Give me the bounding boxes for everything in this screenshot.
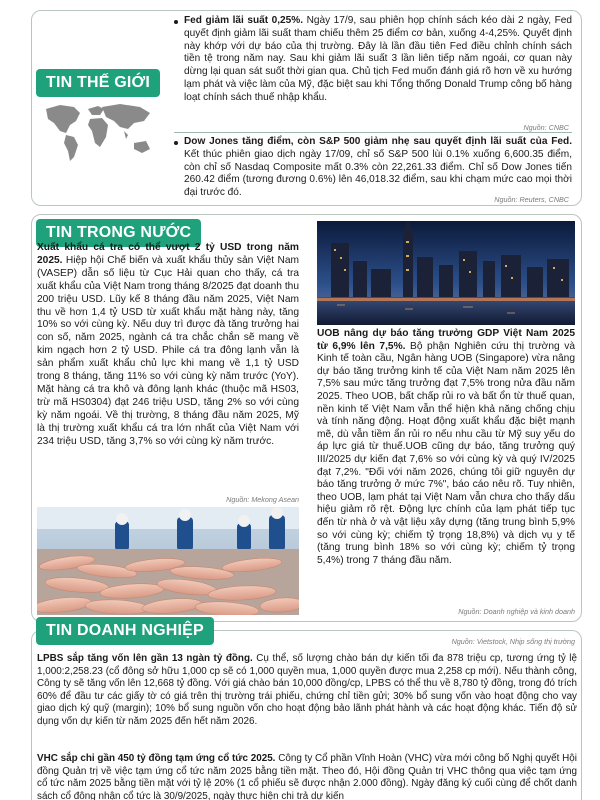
domestic-news-panel (31, 214, 582, 622)
catfish-body: Hiệp hội Chế biến và xuất khẩu thủy sản Việt Nam (VASEP) dẫn số liệu từ Cục Hải quan cho thấy, cá tra xuất khẩu của Việt Nam trong tháng 8/2025 đạt doanh thu 200 triệu USD. Lũy kế 8 tháng đầu năm 2025, Việt Nam thu về hơn 1,4 tỷ USD từ xuất khẩu mặt hàng này, tăng 10% so với cùng kỳ. Nếu duy trì được đà tăng trưởng hai con số, năm 2025, ngành cá tra chắc chắn sẽ mang về kim ngạch hơn 2 tỷ USD. Phile cá tra đông lạnh vẫn là sản phẩm xuất khẩu chủ lực khi mang về 1,1 tỷ USD trong 8 tháng, tăng 11% so với cùng kỳ năm trước (YoY). Mặt hàng cá tra khô và đông lạnh khác (thuộc mã HS03, trừ mã HS0304) đạt 246 triệu USD, tăng 2% so với cùng kỳ năm ngoái. Về thị trường, 8 tháng đầu năm 2025, Mỹ là thị trường xuất khẩu cá tra lớn nhất của Việt Nam với 234 triệu USD, tăng 3,7% so với cùng kỳ năm trước. (37, 254, 299, 447)
world-map-icon (40, 99, 156, 165)
world-item-2-body: Kết thúc phiên giao dịch ngày 17/09, chỉ số S&P 500 lùi 0.1% xuống 6,600.35 điểm, còn chỉ số Nasdaq Composite mất 0.3% còn 22,261.33 điểm. Chỉ số Dow Jones tiến 260.42 điểm (tương đương 0.6%) lên 46,018.32 điểm, sau khi chạm mức cao mọi thời đại trước đó. (184, 148, 572, 199)
business-news-header: TIN DOANH NGHIỆP (36, 617, 214, 645)
uob-body: Bộ phận Nghiên cứu thị trường và Kinh tế toàn cầu, Ngân hàng UOB (Singapore) vừa nâng dự báo tăng trưởng kinh tế của Việt Nam năm 2025 lên 7,5% sau mức tăng trưởng đạt 7,5% trong nửa đầu năm 2025. Theo UOB, bất chấp rủi ro và bất ổn từ thuế quan, nền kinh tế Việt Nam vẫn thể hiện khả năng chống chịu và tính năng động. Hoạt động xuất khẩu đặc biệt mạnh mẽ, dù vẫn tiềm ẩn rủi ro nếu nhu cầu từ Mỹ suy yếu do áp lực giá từ thuế.UOB cũng dự báo, tăng trưởng quý III/2025 dự kiến đạt 7,6% so với cùng kỳ và quý IV/2025 đạt 7,2%. "Đối với năm 2026, chúng tôi giữ nguyên dự báo tăng trưởng ở mức 7%", báo cáo nêu rõ. Tuy nhiên, theo UOB, lạm phát tại Việt Nam vẫn chưa cho thấy dấu hiệu giảm rõ rệt. Động lực chính của lạm phát tiếp tục đến từ nhà ở và vật liệu xây dựng (tăng trung bình 5,9% so với cùng kỳ; chiếm tỷ trọng 18,8%) và dịch vụ y tế (tăng trung bình 18% so với cùng kỳ; chiếm tỷ trọng 5,4%) trong 7 tháng đầu năm. (317, 340, 575, 566)
uob-title: UOB nâng dự báo tăng trưởng GDP Việt Nam 2025 từ 6,9% lên 7,5%. (317, 328, 575, 352)
catfish-source: Nguồn: Mekong Asean (226, 495, 299, 504)
fish-processing-photo (37, 507, 299, 615)
world-item-1-body: Ngày 17/9, sau phiên họp chính sách kéo dài 2 ngày, Fed quyết định giảm lãi suất tham chiếu thêm 25 điểm cơ bản, xuống 4-4,25%. Quyết định này khớp với dự báo của thị trường. Đây là lần đầu tiên Fed điều chỉnh chính sách tiền tệ trong năm nay. Sau khi giảm lãi suất 3 lần liên tiếp năm ngoái, cơ quan này dừng lại quan sát suốt thời gian qua. Chủ tịch Fed muốn đánh giá rõ hơn về xu hướng lạm phát và việc làm của Mỹ, đặc biệt sau khi Tổng thống Donald Trump công bố hàng loạt chính sách thuế nhập khẩu. (184, 15, 572, 103)
vhc-body: Công ty Cổ phần Vĩnh Hoàn (VHC) vừa mới công bố Nghị quyết Hội đồng Quản trị về việc tạm ứng cổ tức năm 2025 bằng tiền mặt. Theo đó, Hội đồng Quản trị VHC thông qua việc tạm ứng cổ tức năm 2025 bằng tiền mặt với tỷ lệ 20% (1 cổ phiếu sẽ được nhận 2.000 đồng). Ngày đăng ký cuối cùng để chốt danh sách cổ đông nhận cổ tức là 30/9/2025, ngày thực hiện chi trả dự kiến (37, 753, 577, 800)
catfish-article (37, 242, 299, 449)
catfish-title: Xuất khẩu cá tra có thể vượt 2 tỷ USD trong năm 2025. (37, 242, 299, 266)
world-news-panel (31, 10, 582, 206)
world-item-1-source: Nguồn: CNBC (523, 123, 569, 132)
lpbs-article (37, 653, 577, 728)
uob-source: Nguồn: Doanh nghiệp và kinh doanh (458, 607, 575, 616)
world-item-1 (184, 15, 572, 105)
lpbs-title: LPBS sắp tăng vốn lên gần 13 ngàn tỷ đồng. (37, 653, 253, 664)
world-item-1-bullet (174, 20, 178, 24)
world-item-1-title: Fed giảm lãi suất 0,25%. (184, 15, 304, 26)
business-news-panel (31, 622, 582, 800)
world-news-header: TIN THẾ GIỚI (36, 69, 160, 97)
world-item-2-source: Nguồn: Reuters, CNBC (494, 195, 569, 204)
world-divider (174, 132, 572, 133)
domestic-news-header: TIN TRONG NƯỚC (36, 219, 201, 247)
vhc-article (37, 753, 577, 800)
world-item-2 (184, 136, 572, 200)
world-item-2-bullet (174, 141, 178, 145)
business-source: Nguồn: Vietstock, Nhịp sống thị trường (451, 637, 575, 646)
city-skyline-photo (317, 221, 575, 325)
vhc-title: VHC sắp chi gần 450 tỷ đồng tạm ứng cổ tức 2025. (37, 753, 276, 764)
uob-article (317, 328, 575, 567)
world-item-2-title: Dow Jones tăng điểm, còn S&P 500 giảm nhẹ sau quyết định lãi suất của Fed. (184, 136, 572, 147)
lpbs-body: Cụ thể, số lượng chào bán dự kiến tối đa 878 triệu cp, tương ứng tỷ lệ 1,000:2,258.23 (cổ đông sở hữu 1,000 cp sẽ có 1,000 quyền mua, 1,000 quyền được mua 2,258 cp mới). Nếu thành công, Công ty sẽ tăng vốn lên 12,668 tỷ đồng. Với giá chào bán 10,000 đồng/cp, LPBS có thể thu về 8,780 tỷ đồng, trong đó trích 60% để đầu tư các giấy tờ có giá trên thị trường trái phiếu, chứng chỉ tiền gửi; 30% bổ sung vốn vào hoạt động cho vay giao dịch ký quỹ (margin); 10% bổ sung nguồn vốn cho hoạt động bảo lãnh phát hành và các hoạt động khác. Tiến độ sử dụng vốn dự kiến từ năm 2025 đến hết năm 2026. (37, 653, 577, 727)
